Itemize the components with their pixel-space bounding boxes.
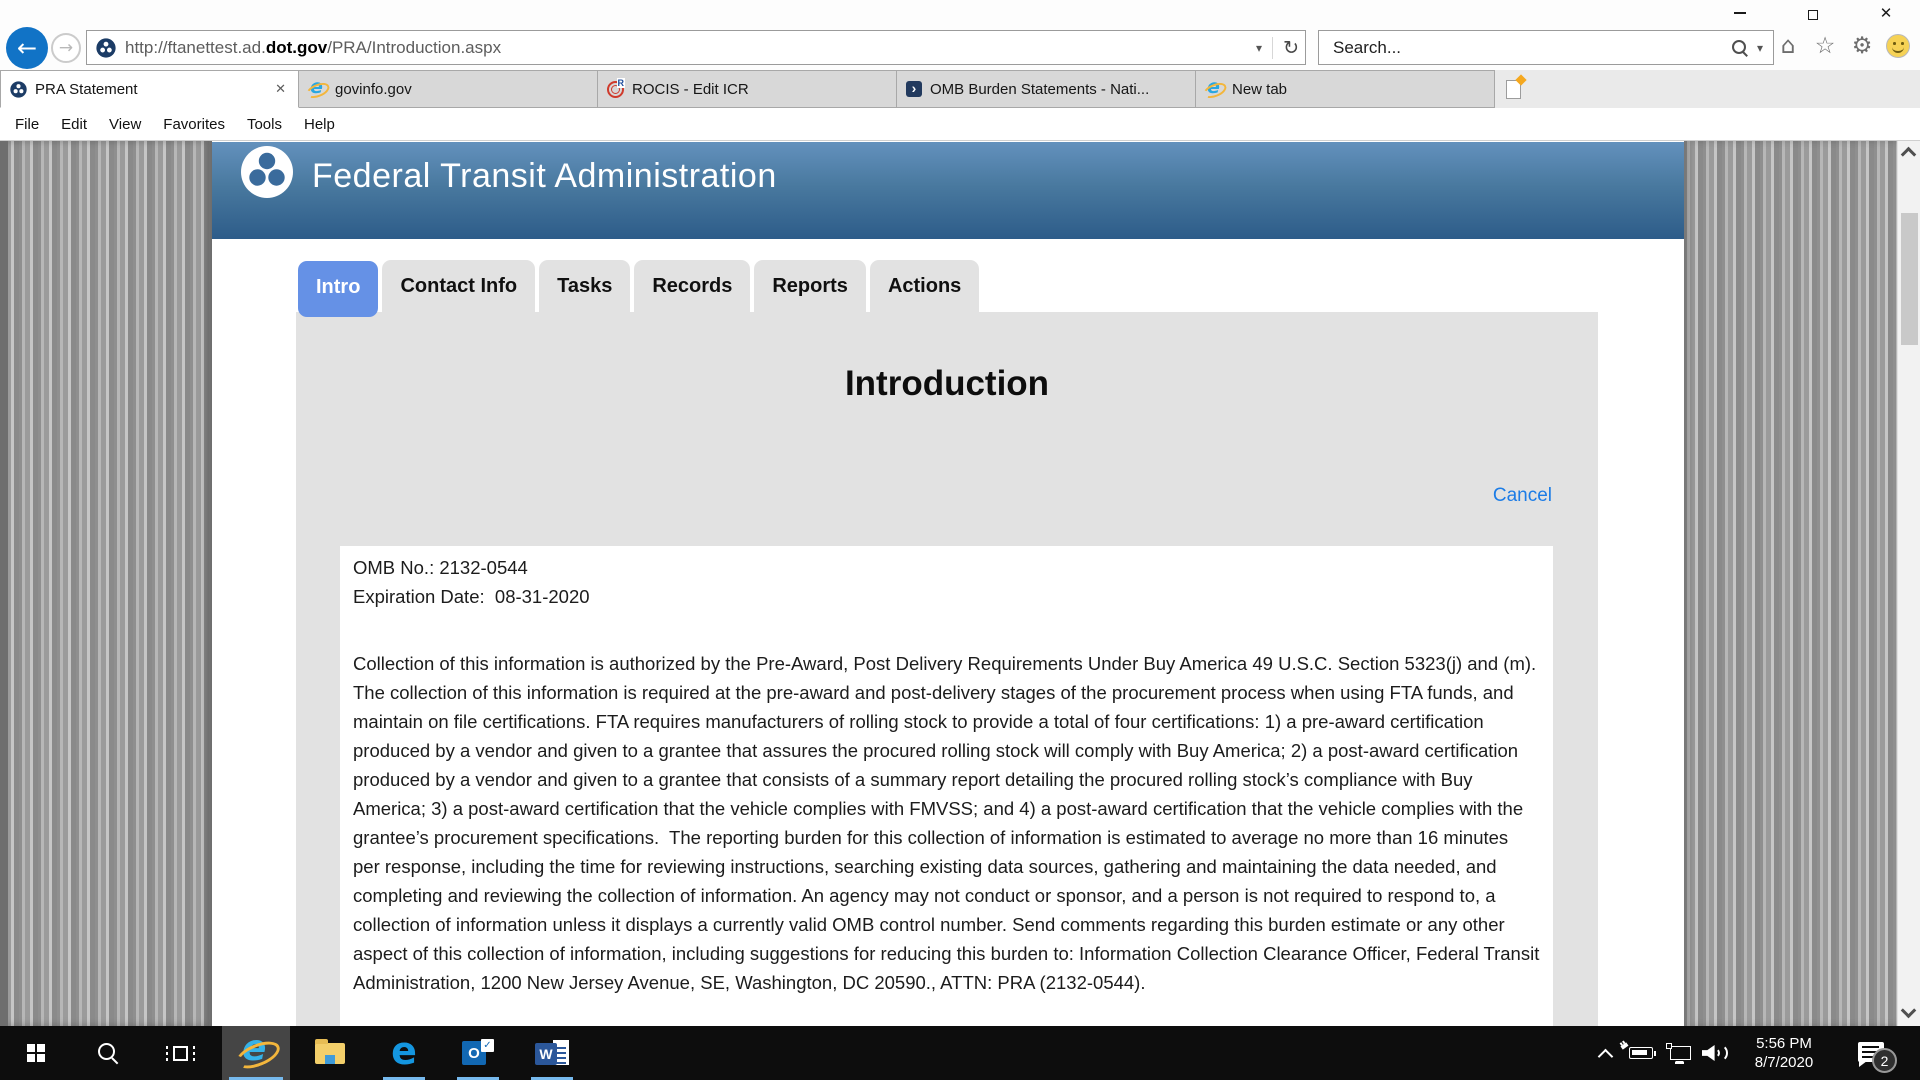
menu-favorites[interactable]: Favorites bbox=[163, 115, 225, 133]
clock-date: 8/7/2020 bbox=[1754, 1054, 1814, 1071]
intro-panel bbox=[296, 312, 1598, 1026]
scroll-down-icon[interactable] bbox=[1901, 1003, 1917, 1019]
taskbar-internet-explorer[interactable] bbox=[222, 1026, 290, 1080]
browser-tab-pra-statement[interactable] bbox=[0, 70, 299, 108]
new-tab-icon bbox=[1506, 80, 1521, 99]
menu-tools[interactable]: Tools bbox=[246, 115, 282, 133]
tab-contact-info[interactable]: Contact Info bbox=[382, 260, 535, 312]
address-dropdown-icon[interactable]: ▾ bbox=[1256, 40, 1263, 55]
fta-header-banner bbox=[212, 142, 1684, 239]
refresh-icon[interactable]: ↻ bbox=[1283, 36, 1299, 59]
search-bar[interactable] bbox=[1318, 30, 1774, 65]
tab-records[interactable]: Records bbox=[634, 260, 750, 312]
page-title: Introduction bbox=[844, 364, 1050, 403]
taskbar-outlook[interactable] bbox=[450, 1026, 506, 1080]
omb-favicon bbox=[906, 81, 922, 97]
window-controls bbox=[1718, 0, 1908, 26]
forward-button[interactable]: → bbox=[51, 33, 81, 63]
volume-status[interactable] bbox=[1698, 1026, 1736, 1080]
url-text[interactable] bbox=[125, 38, 1256, 58]
new-tab-button[interactable] bbox=[1495, 70, 1531, 108]
webpage-body bbox=[212, 141, 1684, 1026]
address-bar[interactable] bbox=[86, 30, 1306, 65]
pra-statement-paragraph: Collection of this information is authorized by the Pre-Award, Post Delivery Requirements Under Buy America 49 U.S.C. Section 5323(j) and (m). The collection of this information is required at the pre-award and post-delivery stages of the procurement process when using FTA funds, and maintain on file certifications. FTA requires manufacturers of rolling stock to provide a total of four certifications: 1) a pre-award certification produced by a vendor and given to a grantee that assures the procured rolling stock will comply with Buy America; 2) a post-award certification produced by a vendor and given to a grantee that consists of a summary report detailing the procured rolling stock’s compliance with Buy America; 3) a post-award certification that the vehicle complies with FMVSS; and 4) a post-award certification that the vehicle complies with the grantee’s procurement specifications. The reporting burden for this collection of information is estimated to average no more than 16 minutes per response, including the time for reviewing instructions, searching existing data sources, gathering and maintaining the data needed, and completing and reviewing the collection of information. An agency may not conduct or sponsor, and a person is not required to respond to, a collection of information unless it displays a currently valid OMB control number. Send comments regarding this burden estimate or any other aspect of this collection of information, including suggestions for reducing this burden to: Information Collection Clearance Officer, Federal Transit Administration, 1200 New Jersey Avenue, SE, Washington, DC 20590., ATTN: PRA (2132-0544). bbox=[353, 653, 1544, 993]
start-button[interactable] bbox=[8, 1026, 64, 1080]
tab-title: ROCIS - Edit ICR bbox=[632, 80, 749, 98]
tab-actions[interactable]: Actions bbox=[870, 260, 979, 312]
browser-chrome bbox=[0, 0, 1920, 70]
tab-title: govinfo.gov bbox=[335, 80, 412, 98]
tab-intro[interactable]: Intro bbox=[298, 261, 378, 317]
page-scrollbar[interactable] bbox=[1897, 141, 1920, 1026]
task-view-icon bbox=[173, 1046, 188, 1061]
scroll-up-icon[interactable] bbox=[1901, 147, 1917, 163]
restore-button[interactable] bbox=[1791, 0, 1835, 26]
menu-bar bbox=[0, 108, 1920, 141]
clock-time: 5:56 PM bbox=[1756, 1035, 1812, 1052]
speaker-icon bbox=[1702, 1044, 1732, 1062]
navigation-bar bbox=[0, 26, 1920, 70]
edge-icon: e bbox=[391, 1029, 417, 1073]
outlook-icon: O ✓ bbox=[462, 1039, 494, 1067]
browser-tab-govinfo[interactable] bbox=[299, 70, 598, 108]
search-icon[interactable] bbox=[1731, 39, 1749, 57]
task-view-button[interactable] bbox=[152, 1026, 208, 1080]
feedback-smiley-icon[interactable] bbox=[1886, 34, 1910, 58]
dot-logo-favicon bbox=[96, 38, 116, 58]
favorites-star-icon[interactable]: ☆ bbox=[1814, 33, 1836, 59]
tab-title: PRA Statement bbox=[35, 80, 138, 98]
scrollbar-thumb[interactable] bbox=[1901, 213, 1918, 345]
notification-badge: 2 bbox=[1872, 1048, 1897, 1073]
divider bbox=[1272, 37, 1273, 59]
minimize-button[interactable] bbox=[1718, 0, 1762, 26]
menu-file[interactable]: File bbox=[15, 115, 40, 133]
home-icon[interactable]: ⌂ bbox=[1780, 33, 1796, 59]
url-prefix: http://ftanettest.ad. bbox=[125, 37, 266, 57]
url-domain: dot.gov bbox=[265, 37, 328, 57]
url-path: /PRA/Introduction.aspx bbox=[327, 37, 502, 57]
site-brand-title: Federal Transit Administration bbox=[312, 157, 777, 195]
tab-title: OMB Burden Statements - Nati... bbox=[930, 80, 1150, 98]
network-status[interactable] bbox=[1662, 1026, 1698, 1080]
browser-tab-omb-burden[interactable] bbox=[897, 70, 1196, 108]
search-dropdown-icon[interactable]: ▾ bbox=[1756, 40, 1763, 55]
taskbar-file-explorer[interactable] bbox=[302, 1026, 358, 1080]
spacer bbox=[353, 611, 1540, 649]
notification-icon bbox=[1858, 1039, 1888, 1067]
word-icon: W bbox=[535, 1039, 569, 1067]
dot-triskelion-logo bbox=[240, 145, 294, 199]
cancel-link[interactable]: Cancel bbox=[1492, 485, 1552, 506]
rocis-favicon bbox=[607, 81, 624, 98]
tab-tasks[interactable]: Tasks bbox=[539, 260, 630, 312]
browser-tab-rocis[interactable] bbox=[598, 70, 897, 108]
page-tab-bar bbox=[298, 260, 979, 312]
page-background-right bbox=[1684, 141, 1897, 1026]
search-input[interactable] bbox=[1331, 37, 1731, 59]
menu-edit[interactable]: Edit bbox=[61, 115, 88, 133]
menu-view[interactable]: View bbox=[109, 115, 142, 133]
windows-logo-icon bbox=[27, 1044, 45, 1062]
search-icon bbox=[97, 1042, 119, 1064]
battery-status[interactable] bbox=[1620, 1026, 1662, 1080]
omb-number-line: OMB No.: 2132-0544 bbox=[353, 557, 528, 578]
battery-icon bbox=[1629, 1047, 1653, 1059]
internet-explorer-icon bbox=[238, 1035, 274, 1071]
settings-gear-icon[interactable]: ⚙ bbox=[1851, 33, 1873, 59]
dot-logo-favicon bbox=[10, 81, 27, 98]
menu-help[interactable]: Help bbox=[304, 115, 335, 133]
page-viewport bbox=[0, 141, 1920, 1026]
taskbar-word[interactable] bbox=[524, 1026, 580, 1080]
close-button[interactable]: ✕ bbox=[1879, 4, 1893, 22]
back-button[interactable]: ← bbox=[6, 27, 48, 69]
taskbar-clock[interactable] bbox=[1736, 1026, 1832, 1080]
windows-taskbar bbox=[0, 1026, 1920, 1080]
browser-tabstrip bbox=[0, 70, 1920, 108]
page-background-left bbox=[0, 141, 212, 1026]
file-explorer-icon bbox=[315, 1043, 345, 1064]
tab-title: New tab bbox=[1232, 80, 1288, 98]
expiration-date-line: Expiration Date: 08-31-2020 bbox=[353, 586, 590, 607]
ie-favicon bbox=[308, 79, 327, 99]
tab-close-icon[interactable]: ✕ bbox=[275, 81, 286, 96]
tab-reports[interactable]: Reports bbox=[754, 260, 866, 312]
taskbar-search-button[interactable] bbox=[80, 1026, 136, 1080]
tray-overflow-button[interactable] bbox=[1587, 1026, 1623, 1080]
browser-tab-new-tab[interactable] bbox=[1196, 70, 1495, 108]
chevron-up-icon bbox=[1597, 1048, 1613, 1064]
pra-statement-box bbox=[340, 546, 1553, 1026]
taskbar-edge[interactable] bbox=[376, 1026, 432, 1080]
network-icon bbox=[1670, 1046, 1691, 1060]
action-center-button[interactable] bbox=[1848, 1026, 1898, 1080]
ie-favicon bbox=[1205, 79, 1224, 99]
